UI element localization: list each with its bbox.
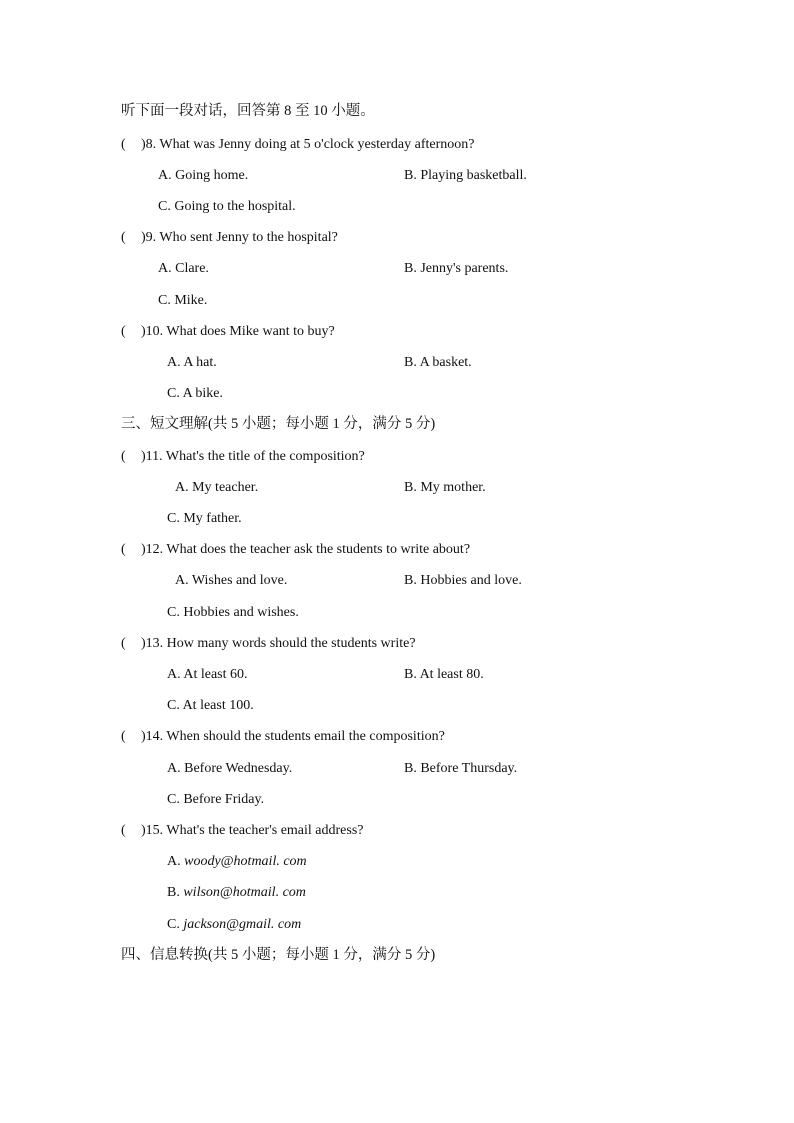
- question-text: What does Mike want to buy?: [166, 324, 335, 339]
- email-address: jackson@gmail. com: [183, 917, 302, 932]
- option-b: B. Hobbies and love.: [404, 573, 522, 588]
- question-number: )11.: [141, 449, 163, 464]
- question-11: [121, 448, 365, 466]
- section-heading: 四、信息转换(共 5 小题；每小题 1 分，满分 5 分): [121, 947, 436, 963]
- option-a: A. My teacher.: [175, 480, 259, 495]
- answer-blank[interactable]: (: [121, 636, 126, 651]
- question-9: [121, 229, 338, 247]
- option-c: C. Mike.: [158, 293, 208, 308]
- question-15: [121, 822, 364, 840]
- section-intro: 听下面一段对话，回答第 8 至 10 小题。: [121, 103, 375, 119]
- question-number: )13.: [141, 636, 164, 651]
- question-text: How many words should the students write?: [166, 636, 416, 651]
- option-c: C. Going to the hospital.: [158, 199, 296, 214]
- question-number: )15.: [141, 823, 164, 838]
- question-number: )9.: [141, 230, 157, 245]
- question-8: [121, 136, 475, 154]
- question-text: When should the students email the composition?: [166, 729, 445, 744]
- option-c: C. A bike.: [167, 386, 224, 401]
- answer-blank[interactable]: (: [121, 137, 126, 152]
- email-address: wilson@hotmail. com: [183, 885, 306, 900]
- question-12: [121, 541, 470, 559]
- answer-blank[interactable]: (: [121, 823, 126, 838]
- option-a: A. At least 60.: [167, 667, 248, 682]
- option-b: B. Jenny's parents.: [404, 261, 509, 276]
- option-a: A. Going home.: [158, 168, 249, 183]
- option-a: [167, 853, 307, 871]
- option-b: B. A basket.: [404, 355, 472, 370]
- answer-blank[interactable]: (: [121, 729, 126, 744]
- option-c: C. My father.: [167, 511, 242, 526]
- question-text: What's the title of the composition?: [165, 449, 365, 464]
- option-label: C.: [167, 917, 180, 932]
- option-a: A. Clare.: [158, 261, 209, 276]
- question-text: Who sent Jenny to the hospital?: [159, 230, 338, 245]
- option-b: B. Playing basketball.: [404, 168, 527, 183]
- answer-blank[interactable]: (: [121, 230, 126, 245]
- option-c: C. At least 100.: [167, 698, 254, 713]
- option-a: A. Wishes and love.: [175, 573, 288, 588]
- question-text: What does the teacher ask the students to write about?: [166, 542, 471, 557]
- option-b: B. At least 80.: [404, 667, 484, 682]
- question-number: )10.: [141, 324, 164, 339]
- question-14: [121, 728, 445, 746]
- answer-blank[interactable]: (: [121, 449, 126, 464]
- option-a: A. A hat.: [167, 355, 217, 370]
- option-c: [167, 916, 301, 934]
- option-b: B. Before Thursday.: [404, 761, 518, 776]
- question-text: What was Jenny doing at 5 o'clock yesterday afternoon?: [159, 137, 475, 152]
- answer-blank[interactable]: (: [121, 542, 126, 557]
- option-b: B. My mother.: [404, 480, 486, 495]
- question-number: )8.: [141, 137, 157, 152]
- option-b: [167, 884, 306, 902]
- option-c: C. Hobbies and wishes.: [167, 605, 299, 620]
- question-text: What's the teacher's email address?: [166, 823, 364, 838]
- email-address: woody@hotmail. com: [184, 854, 307, 869]
- section-heading: 三、短文理解(共 5 小题；每小题 1 分，满分 5 分): [121, 416, 436, 432]
- question-number: )12.: [141, 542, 164, 557]
- option-label: A.: [167, 854, 181, 869]
- question-number: )14.: [141, 729, 164, 744]
- option-label: B.: [167, 885, 180, 900]
- question-10: [121, 323, 335, 341]
- answer-blank[interactable]: (: [121, 324, 126, 339]
- option-a: A. Before Wednesday.: [167, 761, 293, 776]
- question-13: [121, 635, 416, 653]
- option-c: C. Before Friday.: [167, 792, 265, 807]
